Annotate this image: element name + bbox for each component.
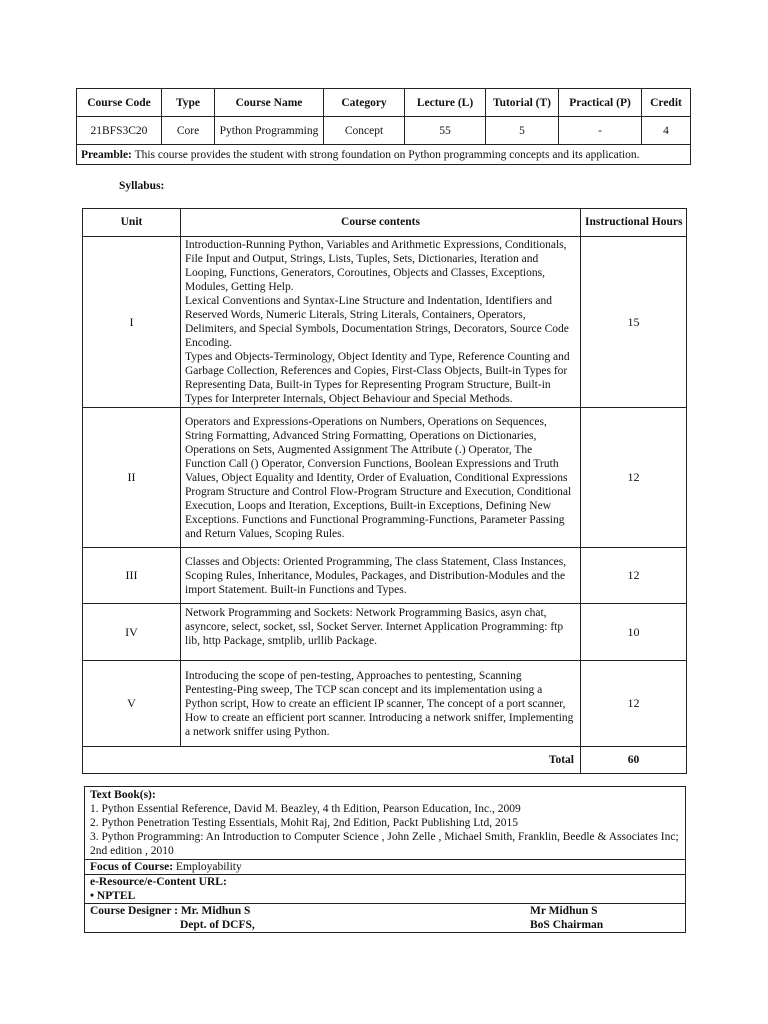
contents-paragraph: Types and Objects-Terminology, Object Identity and Type, Reference Counting and Garbage Collection, References and Copies, First-Class Objects, Built-in Types for Representing Data, Built-in Types for Representing Program Structure, Built-in Types for Interpreter Internals, Object Behaviour and Special Methods. — [185, 351, 570, 405]
contents-paragraph: Introduction-Running Python, Variables and Arithmetic Expressions, Conditionals, File Input and Output, Strings, Lists, Tuples, Sets, Dictionaries, Iteration and Looping, Functions, Generators, Coroutines, Objects and Classes, Exceptions, Modules, Getting Help. — [185, 239, 567, 293]
text-books-label: Text Book(s): — [90, 789, 156, 801]
syllabus-table — [82, 208, 687, 774]
contents-paragraph: Introducing the scope of pen-testing, Approaches to pentesting, Scanning Pentesting-Ping sweep, The TCP scan concept and its implementation using a Python script, How to create an efficient IP scanner, The concept of a port scanner, How to create an efficient port scanner. Introducing a network sniffer, Implementing a network sniffer using Python. — [185, 669, 574, 738]
unit-number: V — [83, 661, 181, 747]
value-lecture: 55 — [405, 117, 486, 145]
focus-value: Employability — [175, 861, 242, 873]
unit-number: IV — [83, 604, 181, 661]
focus-label: Focus of Course: — [90, 861, 174, 873]
syllabus-row-unit-4 — [83, 604, 687, 661]
unit-hours: 10 — [581, 604, 687, 661]
signature-row — [85, 904, 686, 933]
preamble-label: Preamble: — [81, 148, 132, 161]
text-books-table — [84, 786, 686, 933]
book-item: 3. Python Programming: An Introduction to Computer Science , John Zelle , Michael Smith, Franklin, Beedle & Associates Inc; 2nd edition , 2010 — [90, 831, 679, 857]
header-instructional-hours: Instructional Hours — [581, 209, 687, 237]
unit-hours: 12 — [581, 548, 687, 604]
value-course-name: Python Programming — [215, 117, 324, 145]
focus-row — [85, 860, 686, 875]
preamble-text: This course provides the student with strong foundation on Python programming concepts and its application. — [134, 148, 640, 161]
book-item: 2. Python Penetration Testing Essentials, Mohit Raj, 2nd Edition, Packt Publishing Ltd, 2015 — [90, 817, 518, 829]
header-unit: Unit — [83, 209, 181, 237]
contents-paragraph: Lexical Conventions and Syntax-Line Structure and Indentation, Identifiers and Reserved Words, Numeric Literals, String Literals, Containers, Operators, Delimiters, and Special Symbols, Documentation Strings, Decorators, Source Code Encoding. — [185, 295, 569, 349]
signature-line-2 — [90, 918, 680, 932]
value-category: Concept — [324, 117, 405, 145]
total-label: Total — [83, 747, 581, 774]
header-category: Category — [324, 89, 405, 117]
syllabus-row-unit-3 — [83, 548, 687, 604]
eresource-item: • NPTEL — [90, 890, 136, 902]
course-values-row — [77, 117, 691, 145]
value-credit: 4 — [642, 117, 691, 145]
unit-hours: 12 — [581, 661, 687, 747]
eresource-cell — [85, 875, 686, 904]
value-course-code: 21BFS3C20 — [77, 117, 162, 145]
syllabus-row-unit-5 — [83, 661, 687, 747]
unit-hours: 12 — [581, 408, 687, 548]
unit-contents — [181, 548, 581, 604]
value-practical: - — [559, 117, 642, 145]
contents-paragraph: Operators and Expressions-Operations on Numbers, Operations on Sequences, String Formatting, Advanced String Formatting, Operations on Dictionaries, Operations on Sets, Augmented Assignment The Attribute (.) Operator, The Function Call () Operator, Conversion Functions, Boolean Expressions and Truth Values, Object Equality and Identity, Order of Evaluation, Conditional Expressions — [185, 415, 568, 484]
preamble — [77, 145, 691, 165]
syllabus-label: Syllabus: — [119, 180, 165, 192]
contents-paragraph: Classes and Objects: Oriented Programming, The class Statement, Class Instances, Scoping Rules, Inheritance, Modules, Packages, and Distribution-Modules and the import Statement. Built-in Functions and Types. — [185, 555, 567, 596]
header-credit: Credit — [642, 89, 691, 117]
value-type: Core — [162, 117, 215, 145]
syllabus-header-row — [83, 209, 687, 237]
chairman-name: Mr Midhun S — [530, 905, 598, 917]
course-header-row — [77, 89, 691, 117]
chairman-title: BoS Chairman — [530, 919, 604, 931]
designer-dept: Dept. of DCFS, — [180, 919, 255, 931]
text-books-row — [85, 787, 686, 860]
header-type: Type — [162, 89, 215, 117]
header-lecture: Lecture (L) — [405, 89, 486, 117]
header-course-name: Course Name — [215, 89, 324, 117]
contents-paragraph: Network Programming and Sockets: Network Programming Basics, asyn chat, asyncore, select, socket, ssl, Socket Server. Internet Application Programming: ftp lib, http Package, smtplib, urllib Package. — [185, 607, 564, 647]
eresource-label: e-Resource/e-Content URL: — [90, 876, 227, 888]
course-info-table — [76, 88, 691, 165]
value-tutorial: 5 — [486, 117, 559, 145]
header-course-contents: Course contents — [181, 209, 581, 237]
syllabus-row-unit-1 — [83, 237, 687, 408]
unit-contents — [181, 604, 581, 661]
unit-hours: 15 — [581, 237, 687, 408]
unit-contents — [181, 408, 581, 548]
text-books-cell — [85, 787, 686, 860]
unit-number: I — [83, 237, 181, 408]
header-tutorial: Tutorial (T) — [486, 89, 559, 117]
signature-cell — [85, 904, 686, 933]
syllabus-total-row — [83, 747, 687, 774]
preamble-row — [77, 145, 691, 165]
signature-line-1 — [90, 904, 680, 918]
syllabus-row-unit-2 — [83, 408, 687, 548]
header-practical: Practical (P) — [559, 89, 642, 117]
unit-contents — [181, 661, 581, 747]
unit-number: III — [83, 548, 181, 604]
unit-number: II — [83, 408, 181, 548]
contents-paragraph: Program Structure and Control Flow-Program Structure and Execution, Conditional Execution, Loops and Iteration, Exceptions, Built-in Exceptions, Defining New Exceptions. Functions and Functional Programming-Functions, Parameter Passing and Return Values, Scoping Rules. — [185, 485, 572, 540]
focus-cell — [85, 860, 686, 875]
header-course-code: Course Code — [77, 89, 162, 117]
course-designer: Course Designer : Mr. Midhun S — [90, 905, 251, 917]
total-value: 60 — [581, 747, 687, 774]
book-item: 1. Python Essential Reference, David M. Beazley, 4 th Edition, Pearson Education, Inc., 2009 — [90, 803, 521, 815]
eresource-row — [85, 875, 686, 904]
unit-contents — [181, 237, 581, 408]
